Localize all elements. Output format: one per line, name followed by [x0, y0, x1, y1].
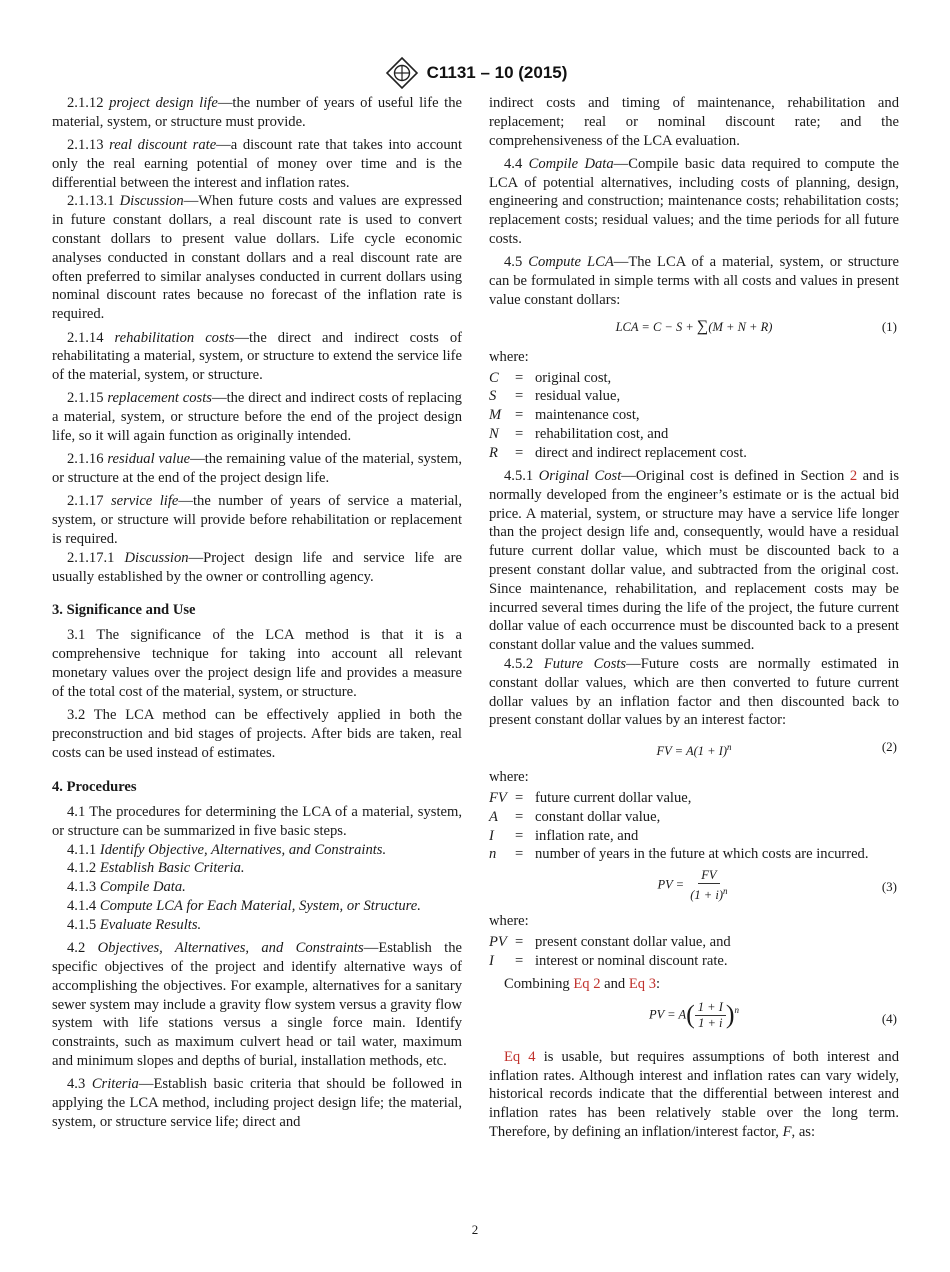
paragraph-4-2: 4.2 Objectives, Alternatives, and Constraints—Establish the specific objectives of the project and identify alternative ways of accomplishing the objectives. For example, alternatives for a sanitary sewer system may include a gravity flow system versus a gravity flow system with life stations versus a single force main. Identify constraints, such as maximum culvert head or tail water, maximum and minimum slopes and depths of burial, installation methods, etc. — [52, 940, 462, 1069]
combining-line: Combining Eq 2 and Eq 3: — [504, 976, 661, 993]
step-4-1-5: 4.1.5 Evaluate Results. — [67, 916, 202, 933]
paragraph-4-3-continued: indirect costs and timing of maintenance, rehabilitation and replacement; real or nominal discount rate; and the comprehensiveness of the LCA evaluation. — [489, 95, 899, 149]
definition-row: C = original cost, — [489, 369, 612, 386]
section-2-link[interactable]: 2 — [849, 468, 858, 485]
eq-3-link[interactable]: Eq 3 — [628, 976, 657, 993]
section-heading-3: 3. Significance and Use — [52, 602, 196, 619]
equation-3 — [489, 868, 899, 906]
equation-1-formula: LCA = C − S + ∑(M + N + R) — [615, 317, 773, 335]
where-label-3: where: — [489, 913, 529, 930]
equation-2-formula: FV = $A(1 + I)^n$ — [656, 742, 732, 759]
definition-row: N = rehabilitation cost, and — [489, 425, 669, 442]
definition-row: FV = future current dollar value, — [489, 790, 692, 806]
discussion-2-1-17-1: 2.1.17.1 Discussion—Project design life and service life are usually established by the owner or controlling agency. — [52, 549, 462, 585]
document-designation: C1131 – 10 (2015) — [426, 63, 568, 82]
definition-row: R = direct and indirect replacement cost. — [489, 444, 747, 461]
step-4-1-4: 4.1.4 Compute LCA for Each Material, System, or Structure. — [67, 898, 421, 915]
equation-3-formula: PV = $\frac{FV}{(1 + i)^n}$ — [657, 868, 728, 903]
definition-row: PV = present constant dollar value, and — [489, 933, 731, 950]
definition-2-1-16: 2.1.16 residual value—the remaining value of the material, system, or structure at the end of the project design life. — [52, 451, 463, 487]
equation-4-number: (4) — [881, 1010, 897, 1026]
page-number: 2 — [471, 1222, 479, 1237]
definition-2-1-13: 2.1.13 real discount rate—a discount rate that takes into account only the real earning potential of money over time and is the differential between the interest and inflation rates. — [52, 137, 462, 191]
equation-4-formula: PV = A( $\frac{1 + I}{1 + i}$ )$^n$ — [648, 999, 740, 1030]
equation-1 — [489, 314, 899, 342]
definition-row: I = interest or nominal discount rate. — [489, 952, 728, 969]
where-label-1: where: — [489, 348, 529, 365]
equation-2 — [489, 734, 899, 762]
definition-2-1-14: 2.1.14 rehabilitation costs—the direct and indirect costs of rehabilitating a material, system, or structure to extend the service life of the material, system, or structure. — [52, 329, 462, 384]
definition-row: S = residual value, — [489, 388, 621, 405]
paragraph-3-1: 3.1 The significance of the LCA method is that it is a comprehensive technique for taking into account all relevant monetary values over the project design life and provides a measure of the total cost of the material, system, or structure. — [52, 627, 462, 700]
section-heading-4: 4. Procedures — [52, 779, 137, 796]
paragraph-4-1: 4.1 The procedures for determining the LCA of a material, system, or structure can be summarized in five basic steps. — [52, 804, 462, 839]
definition-2-1-17: 2.1.17 service life—the number of years of service a material, system, or structure will provide before rehabilitation or replacement is required. — [52, 493, 462, 548]
paragraph-3-2: 3.2 The LCA method can be effectively applied in both the preconstruction and bid stages of projects. After bids are taken, real costs can be used instead of estimates. — [52, 706, 462, 761]
paragraph-4-5-2: 4.5.2 Future Costs—Future costs are normally estimated in constant dollar values, which are then converted to future current dollar values by an inflation factor and then discounted back to present constant dollar values by an interest factor: — [489, 656, 900, 729]
definition-row: A = constant dollar value, — [489, 808, 661, 825]
definition-row: M = maintenance cost, — [489, 407, 640, 424]
equation-4 — [489, 998, 899, 1042]
where-label-2: where: — [489, 769, 529, 786]
definitions-eq1 — [489, 369, 899, 463]
discussion-2-1-13-1: 2.1.13.1 Discussion—When future costs and values are expressed in future constant dollars, a real discount rate is used to convert constant dollars to present value dollars. Life cycle economic analyses conducted in constant dollars and a real discount rate are often preferred to similar analyses conducted in current dollars using nominal discount rates because no forecast of the inflation rate is required. — [52, 193, 462, 323]
eq-2-link[interactable]: Eq 2 — [573, 976, 601, 993]
step-4-1-1: 4.1.1 Identify Objective, Alternatives, and Constraints. — [67, 841, 387, 858]
definition-row: n = number of years in the future at which costs are incurred. — [489, 846, 869, 863]
definitions-eq3 — [489, 933, 899, 971]
step-4-1-3: 4.1.3 Compile Data. — [67, 879, 186, 896]
definition-2-1-15: 2.1.15 replacement costs—the direct and indirect costs of replacing a material, system, or structure before the end of the project design life, so it will again function as originally intended. — [52, 390, 462, 445]
step-4-1-2: 4.1.2 Establish Basic Criteria. — [67, 860, 245, 877]
equation-1-number: (1) — [881, 318, 897, 334]
definition-2-1-12: 2.1.12 project design life—the number of years of useful life the material, system, or structure must provide. — [52, 95, 462, 130]
eq-4-link[interactable]: Eq 4 — [504, 1048, 536, 1065]
right-column — [489, 94, 899, 1142]
equation-2-number: (2) — [881, 739, 897, 755]
left-column — [52, 94, 462, 1132]
definition-row: I = inflation rate, and — [489, 827, 639, 844]
paragraph-4-5: 4.5 Compute LCA—The LCA of a material, system, or structure can be formulated in simple terms with all costs and values in present value constant dollars: — [489, 254, 899, 308]
paragraph-4-4: 4.4 Compile Data—Compile basic data required to compute the LCA of potential alternatives, including costs of planning, design, engineering and construction; maintenance costs; rehabilitation costs; replacement costs; residual values; and the time periods for all future costs. — [489, 155, 900, 248]
paragraph-4-3: 4.3 Criteria—Establish basic criteria that should be followed in applying the LCA method, including project design life; the material, system, or structure service life; direct and — [52, 1076, 462, 1130]
page-header — [0, 56, 950, 95]
definitions-eq2 — [489, 789, 899, 864]
astm-logo-icon — [383, 56, 421, 90]
paragraph-final: Eq 4 is usable, but requires assumptions of both interest and inflation rates. Although interest and inflation rates can vary widely, historical records indicate that the differential between interest and inflation rates has been relatively stable over the long term. Therefore, by defining an inflation/interest factor, F, as: — [489, 1048, 899, 1141]
equation-3-number: (3) — [881, 879, 897, 895]
paragraph-4-5-1: 4.5.1 Original Cost—Original cost is defined in Section 2 and is normally developed from the engineer’s estimate or is the actual bid price. A material, system, or structure may have a service life longer than the project design life and, consequently, would have a residual future current dollar value, which must be discounted back to a present constant dollar value, and subtracted from the original cost. Since maintenance, rehabilitation, and replacement costs may be incurred several times during the life of the project, the future current dollar value of each occurrence must be discounted back to a present constant dollar value and the values summed. — [489, 468, 900, 654]
